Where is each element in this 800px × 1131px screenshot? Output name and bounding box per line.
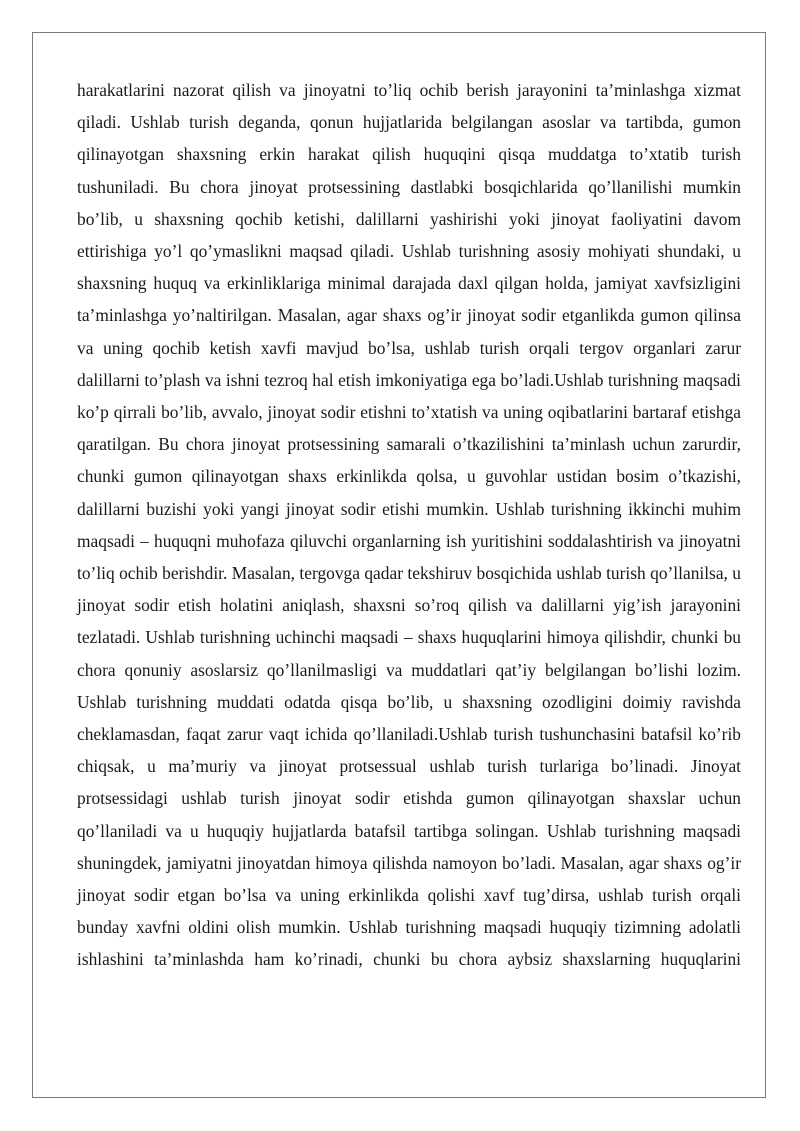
body-paragraph: harakatlarini nazorat qilish va jinoyatni to’liq ochib berish jarayonini ta’minlashga xizmat qiladi. Ushlab turish deganda, qonun hujjatlarida belgilangan asoslar va tartibda, gumon qilinayotgan shaxsning erkin harakat qilish huquqini qisqa muddatga to’xtatib turish tushuniladi. Bu chora jinoyat protsessining dastlabki bosqichlarida qo’llanilishi mumkin bo’lib, u shaxsning qochib ketishi, dalillarni yashirishi yoki jinoyat faoliyatini davom ettirishiga yo’l qo’ymaslikni maqsad qiladi. Ushlab turishning asosiy mohiyati shundaki, u shaxsning huquq va erkinliklariga minimal darajada daxl qilgan holda, jamiyat xavfsizligini ta’minlashga yo’naltirilgan. Masalan, agar shaxs og’ir jinoyat sodir etganlikda gumon qilinsa va uning qochib ketish xavfi mavjud bo’lsa, ushlab turish orqali tergov organlari zarur dalillarni to’plash va ishni tezroq hal etish imkoniyatiga ega bo’ladi.Ushlab turishning maqsadi ko’p qirrali bo’lib, avvalo, jinoyat sodir etishni to’xtatish va uning oqibatlarini bartaraf etishga qaratilgan. Bu chora jinoyat protsessining samarali o’tkazilishini ta’minlash uchun zarurdir, chunki gumon qilinayotgan shaxs erkinlikda qolsa, u guvohlar ustidan bosim o’tkazishi, dalillarni buzishi yoki yangi jinoyat sodir etishi mumkin. Ushlab turishning ikkinchi muhim maqsadi – huquqni muhofaza qiluvchi organlarning ish yuritishini soddalashtirish va jinoyatni to’liq ochib berishdir. Masalan, tergovga qadar tekshiruv bosqichida ushlab turish qo’llanilsa, u jinoyat sodir etish holatini aniqlash, shaxsni so’roq qilish va dalillarni yig’ish jarayonini tezlatadi. Ushlab turishning uchinchi maqsadi – shaxs huquqlarini himoya qilishdir, chunki bu chora qonuniy asoslarsiz qo’llanilmasligi va muddatlari qat’iy belgilangan bo’lishi lozim. Ushlab turishning muddati odatda qisqa bo’lib, u shaxsning ozodligini doimiy ravishda cheklamasdan, faqat zarur vaqt ichida qo’llaniladi.Ushlab turish tushunchasini batafsil ko’rib chiqsak, u ma’muriy va jinoyat protsessual ushlab turish turlariga bo’linadi. Jinoyat protsessidagi ushlab turish jinoyat sodir etishda gumon qilinayotgan shaxslar uchun qo’llaniladi va u huquqiy hujjatlarda batafsil tartibga solingan. Ushlab turishning maqsadi shuningdek, jamiyatni jinoyatdan himoya qilishda namoyon bo’ladi. Masalan, agar shaxs og’ir jinoyat sodir etgan bo’lsa va uning erkinlikda qolishi xavf tug’dirsa, ushlab turish orqali bunday xavfni oldini olish mumkin. Ushlab turishning maqsadi huquqiy tizimning adolatli ishlashini ta’minlashda ham ko’rinadi, chunki bu chora aybsiz shaxslarning huquqlarini <box>77 80 741 970</box>
